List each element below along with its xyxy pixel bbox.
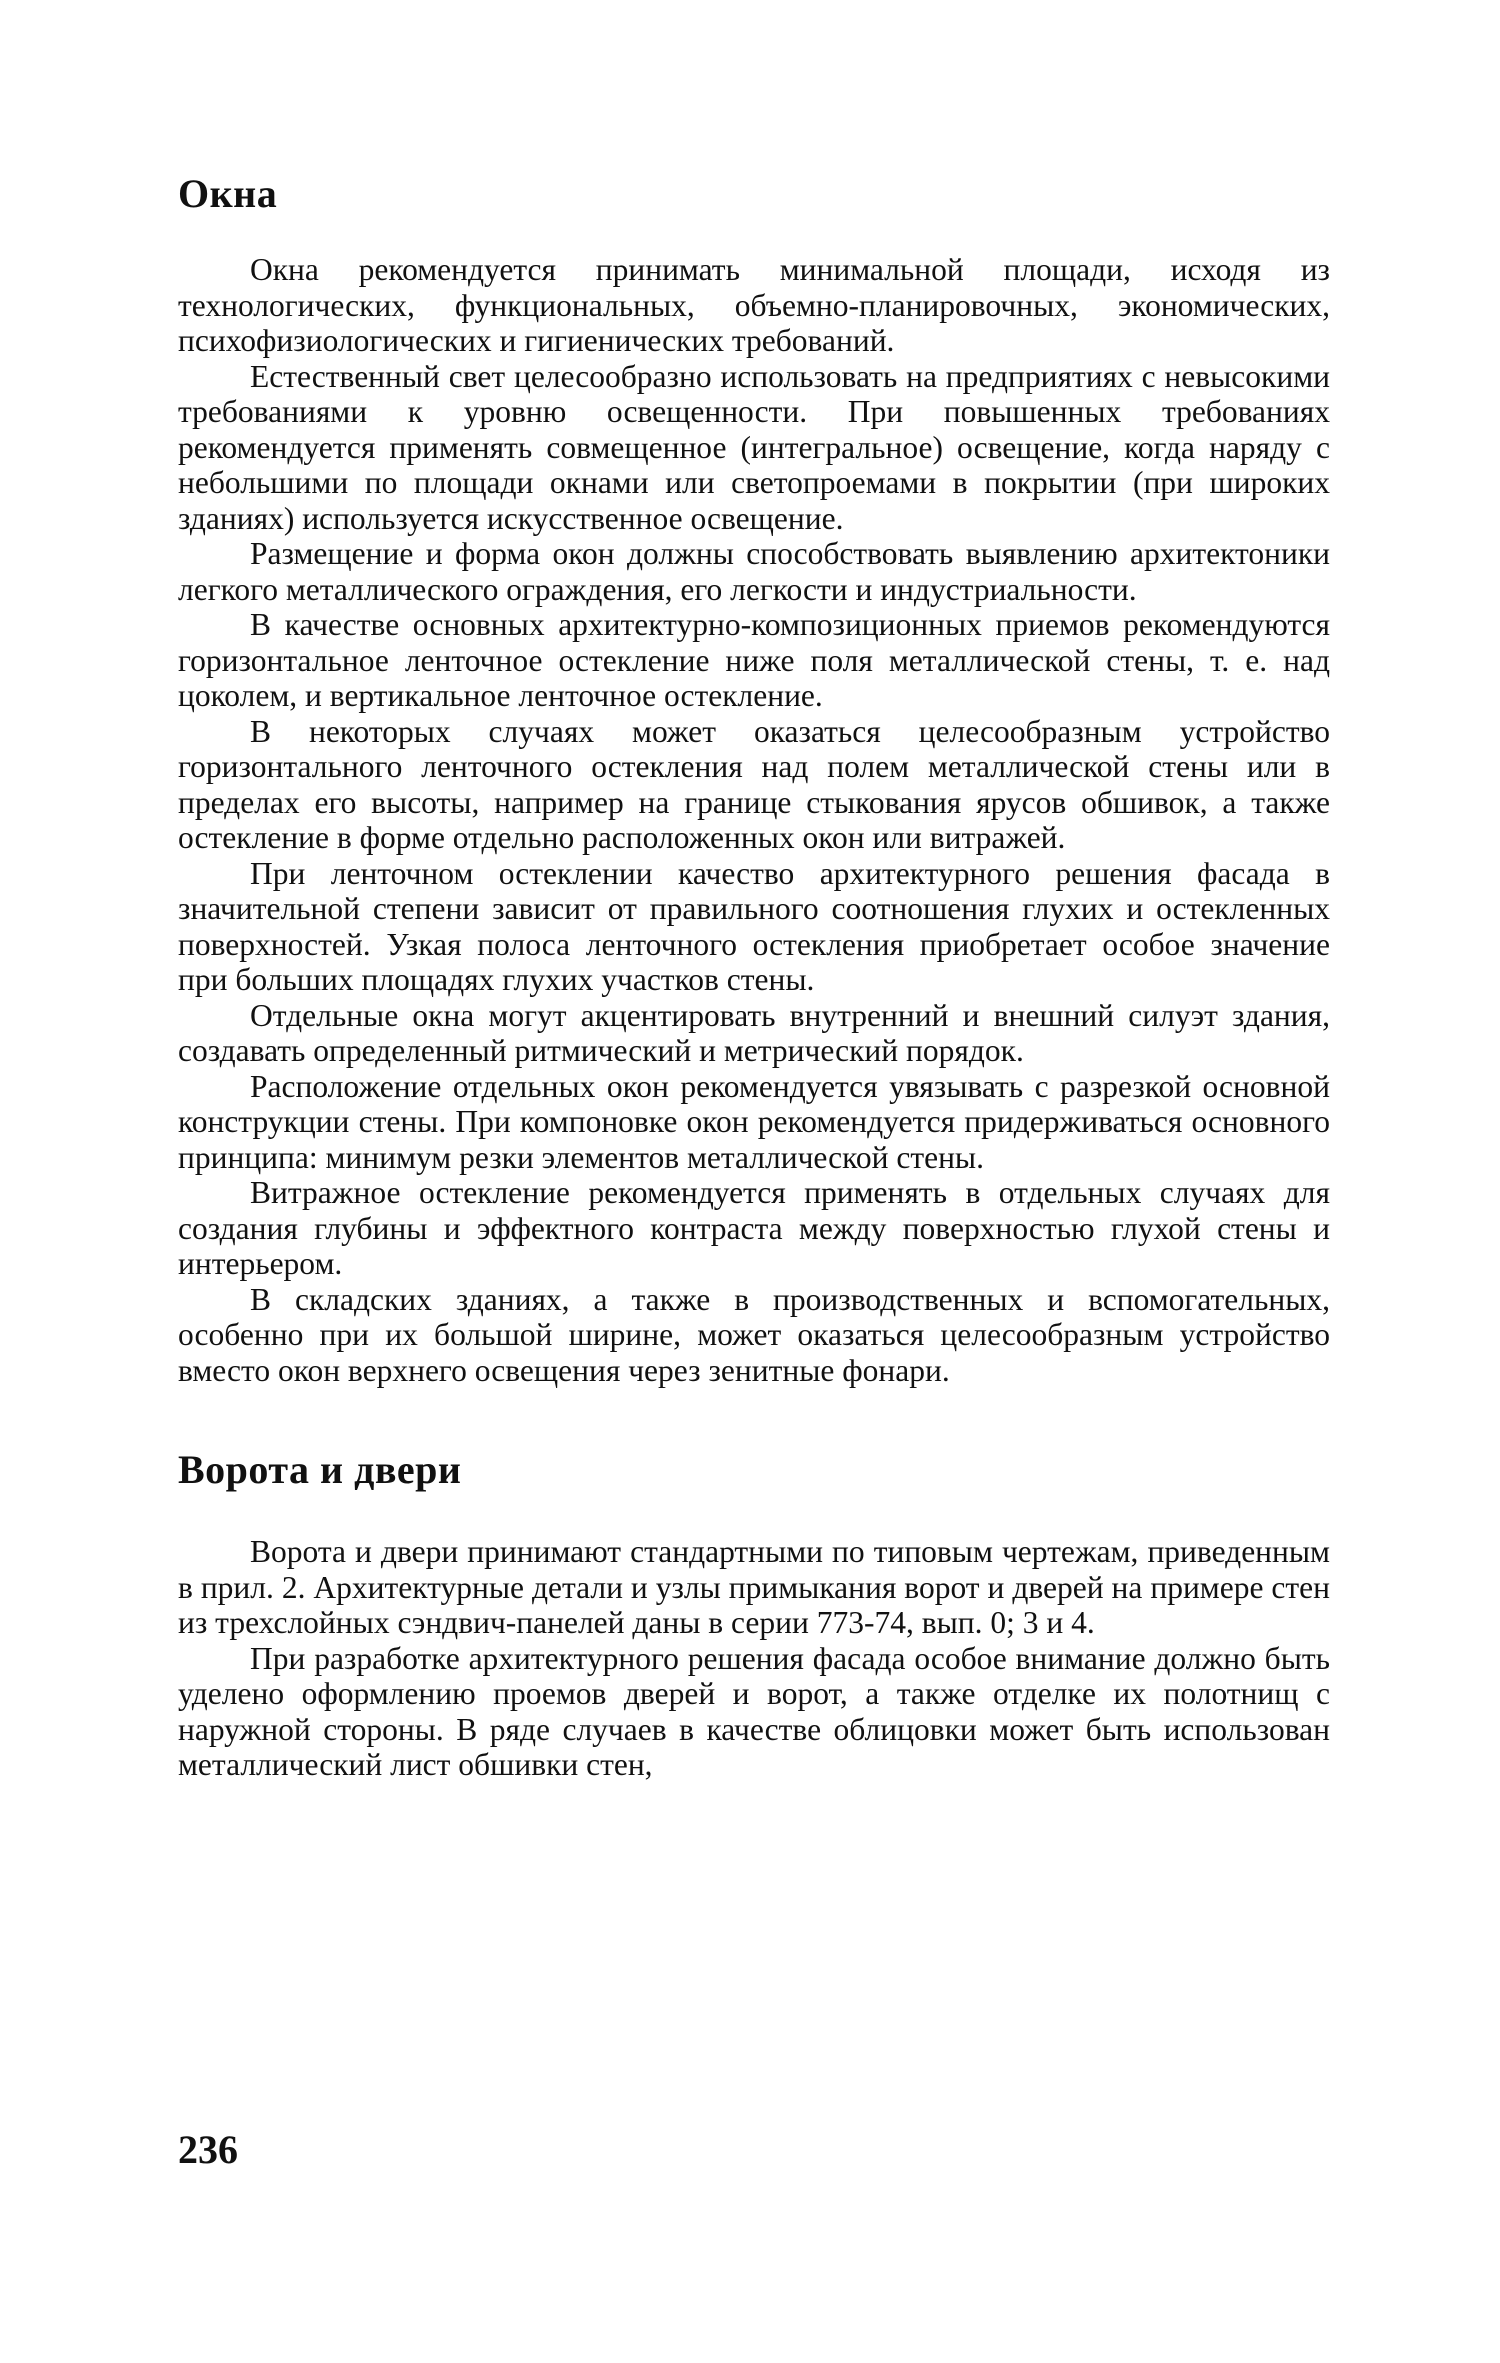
paragraph: Отдельные окна могут акцентировать внутренний и внешний силуэт здания, создавать определенный ритмический и метрический порядок. <box>178 997 1330 1068</box>
paragraph: В качестве основных архитектурно-композиционных приемов рекомендуются горизонтальное ленточное остекление ниже поля металлической стены, т. е. над цоколем, и вертикальное ленточное остекление. <box>178 607 1330 713</box>
paragraph: Размещение и форма окон должны способствовать выявлению архитектоники легкого металлического ограждения, его легкости и индустриальности. <box>178 536 1330 607</box>
paragraph: При ленточном остеклении качество архитектурного решения фасада в значительной степени зависит от правильного соотношения глухих и остекленных поверхностей. Узкая полоса ленточного остекления приобретает особое значение при больших площадях глухих участков стены. <box>178 855 1330 997</box>
paragraph: Естественный свет целесообразно использовать на предприятиях с невысокими требованиями к уровню освещенности. При повышенных требованиях рекомендуется применять совмещенное (интегральное) освещение, когда наряду с небольшими по площади окнами или светопроемами в покрытии (при широких зданиях) используется искусственное освещение. <box>178 358 1330 536</box>
section-heading-gates-doors: Ворота и двери <box>178 1447 462 1492</box>
paragraph: Витражное остекление рекомендуется применять в отдельных случаях для создания глубины и эффектного контраста между поверхностью глухой стены и интерьером. <box>178 1175 1330 1281</box>
paragraph: В некоторых случаях может оказаться целесообразным устройство горизонтального ленточного остекления над полем металлической стены или в пределах его высоты, например на границе стыкования ярусов обшивок, а также остекление в форме отдельно расположенных окон или витражей. <box>178 713 1330 855</box>
paragraph: Ворота и двери принимают стандартными по типовым чертежам, приведенным в прил. 2. Архитектурные детали и узлы примыкания ворот и дверей на примере стен из трехслойных сэндвич-панелей даны в серии 773-74, вып. 0; 3 и 4. <box>178 1534 1330 1640</box>
paragraph: Расположение отдельных окон рекомендуется увязывать с разрезкой основной конструкции стены. При компоновке окон рекомендуется придерживаться основного принципа: минимум резки элементов металлической стены. <box>178 1068 1330 1175</box>
page-number: 236 <box>178 2127 238 2172</box>
paragraph: При разработке архитектурного решения фасада особое внимание должно быть уделено оформлению проемов дверей и ворот, а также отделке их полотнищ с наружной стороны. В ряде случаев в качестве облицовки может быть использован металлический лист обшивки стен, <box>178 1640 1330 1782</box>
paragraph: Окна рекомендуется принимать минимальной площади, исходя из технологических, функциональных, объемно-планировочных, экономических, психофизиологических и гигиенических требований. <box>178 252 1330 358</box>
page-body <box>178 170 1330 1783</box>
section-heading-windows: Окна <box>178 171 278 216</box>
paragraph: В складских зданиях, а также в производственных и вспомогательных, особенно при их большой ширине, может оказаться целесообразным устройство вместо окон верхнего освещения через зенитные фонари. <box>178 1281 1330 1388</box>
